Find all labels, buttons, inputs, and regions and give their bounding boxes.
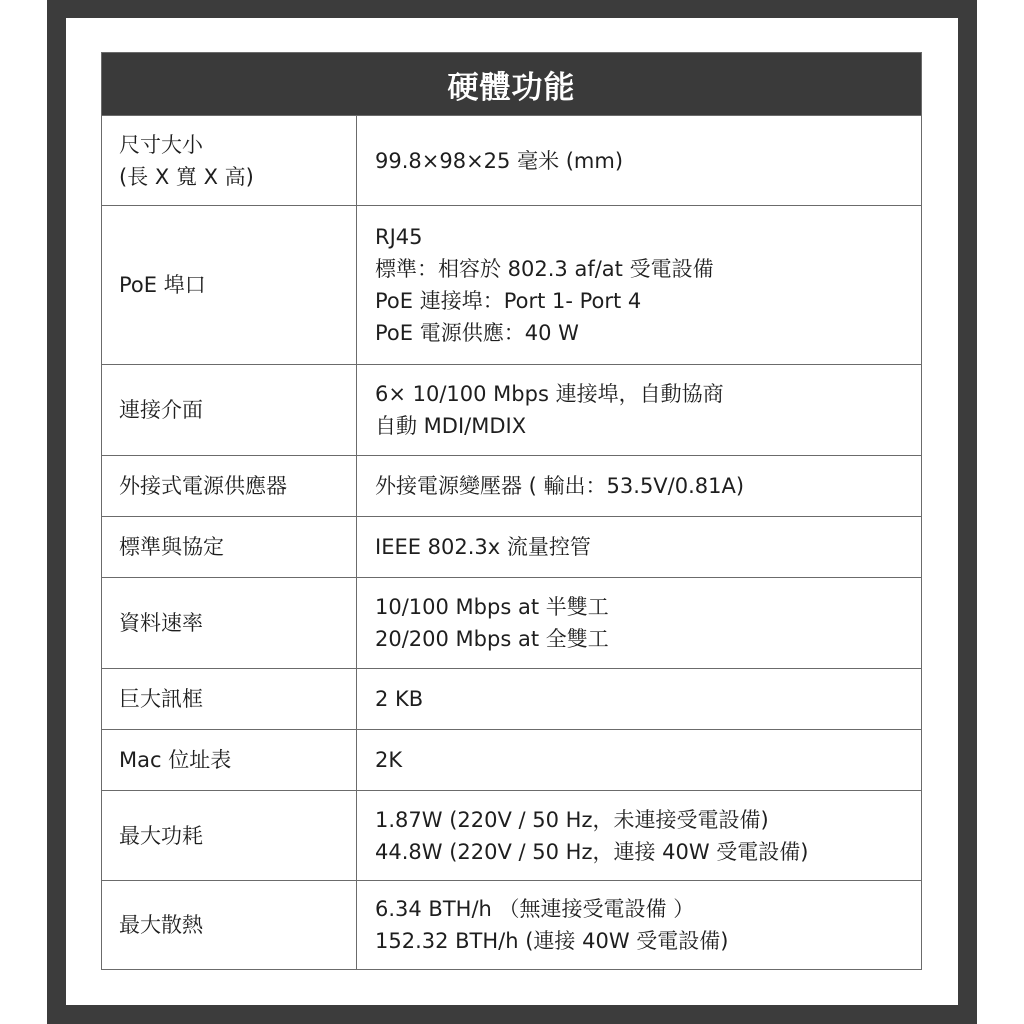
- row-label: [102, 730, 357, 790]
- value-line: 1.87W (220V / 50 Hz，未連接受電設備): [375, 807, 769, 832]
- row-label: [102, 365, 357, 455]
- row-label: [102, 578, 357, 668]
- row-value: [357, 881, 921, 969]
- label-line: (長 X 寬 X 高): [119, 164, 254, 189]
- label-line: Mac 位址表: [119, 748, 232, 772]
- row-value: [357, 365, 921, 455]
- table-row-poe-ports: [102, 205, 921, 364]
- label-line: 巨大訊框: [119, 687, 203, 711]
- table-row-standards: [102, 516, 921, 577]
- value-line: 44.8W (220V / 50 Hz，連接 40W 受電設備): [375, 839, 809, 864]
- label-line: 標準與協定: [119, 535, 224, 559]
- hardware-spec-table: [101, 52, 922, 970]
- row-label: [102, 517, 357, 577]
- row-value: [357, 791, 921, 880]
- value-line: 99.8×98×25 毫米 (mm): [375, 148, 624, 173]
- value-line: 152.32 BTH/h (連接 40W 受電設備): [375, 929, 729, 953]
- row-label: [102, 881, 357, 969]
- label-line: 最大功耗: [119, 823, 203, 848]
- row-label: [102, 116, 357, 205]
- value-line: RJ45: [375, 225, 423, 249]
- label-line: PoE 埠口: [119, 273, 206, 297]
- value-line: 2K: [375, 748, 403, 772]
- table-row-max-power: [102, 790, 921, 880]
- row-label: [102, 669, 357, 729]
- table-row-data-rate: [102, 577, 921, 668]
- row-value: [357, 456, 921, 516]
- label-line: 外接式電源供應器: [119, 474, 287, 498]
- row-value: [357, 517, 921, 577]
- table-row-max-heat: [102, 880, 921, 969]
- table-title: 硬體功能: [102, 53, 921, 115]
- table-row-interface: [102, 364, 921, 455]
- table-row-jumbo-frame: [102, 668, 921, 729]
- label-line: 資料速率: [119, 611, 203, 635]
- row-label: [102, 456, 357, 516]
- value-line: 自動 MDI/MDIX: [375, 414, 527, 438]
- row-value: [357, 730, 921, 790]
- value-line: 10/100 Mbps at 半雙工: [375, 595, 609, 619]
- value-line: PoE 電源供應：40 W: [375, 321, 579, 345]
- row-value: [357, 116, 921, 205]
- row-value: [357, 206, 921, 364]
- row-label: [102, 791, 357, 880]
- label-line: 最大散熱: [119, 913, 203, 937]
- value-line: PoE 連接埠：Port 1- Port 4: [375, 289, 642, 313]
- table-row-power-supply: [102, 455, 921, 516]
- label-line: 尺寸大小: [119, 132, 203, 157]
- value-line: 外接電源變壓器 ( 輸出：53.5V/0.81A): [375, 474, 745, 498]
- row-value: [357, 669, 921, 729]
- value-line: IEEE 802.3x 流量控管: [375, 535, 591, 559]
- row-value: [357, 578, 921, 668]
- value-line: 20/200 Mbps at 全雙工: [375, 627, 609, 651]
- value-line: 6.34 BTH/h （無連接受電設備 ）: [375, 897, 695, 921]
- row-label: [102, 206, 357, 364]
- table-row-mac-table: [102, 729, 921, 790]
- value-line: 標準：相容於 802.3 af/at 受電設備: [375, 257, 714, 281]
- value-line: 2 KB: [375, 687, 424, 711]
- label-line: 連接介面: [119, 398, 203, 422]
- table-row-dimensions: [102, 115, 921, 205]
- value-line: 6× 10/100 Mbps 連接埠，自動協商: [375, 382, 724, 406]
